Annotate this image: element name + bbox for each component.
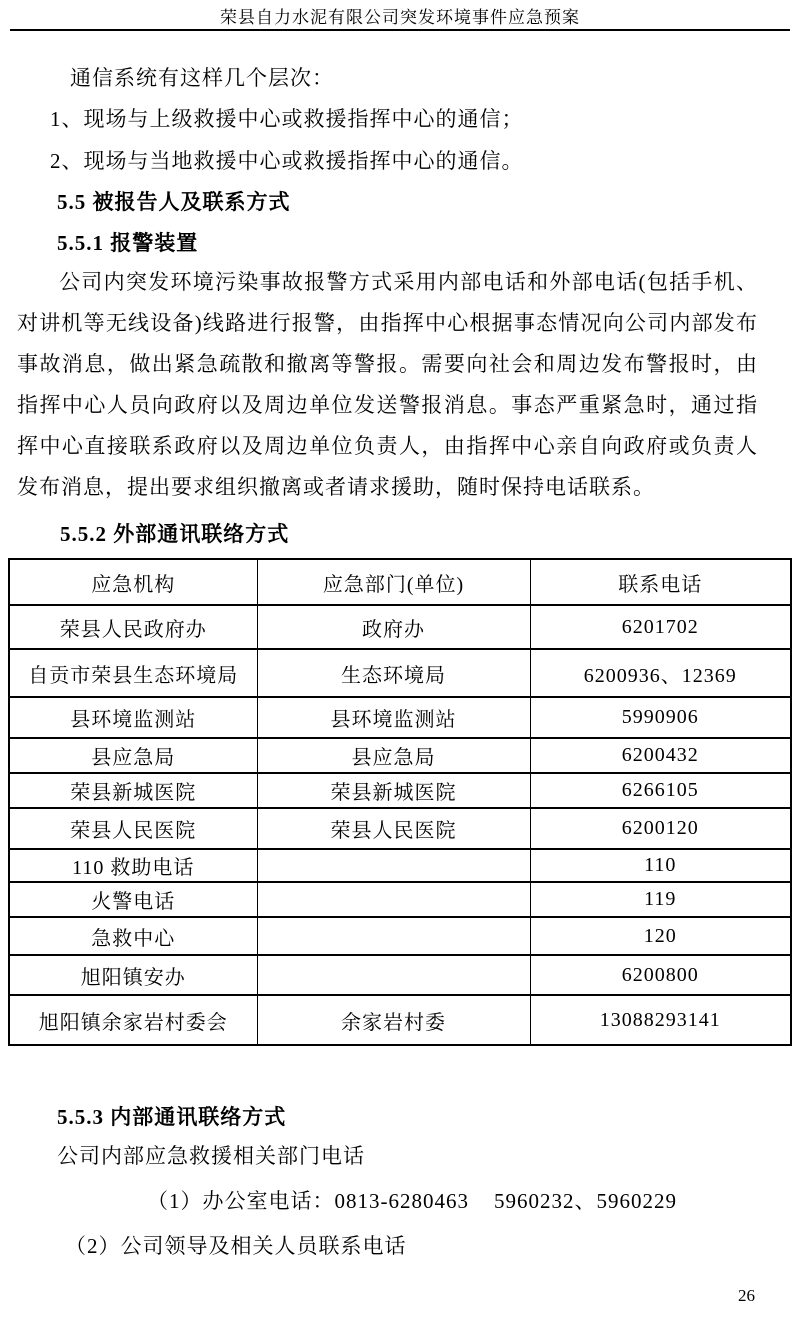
table-cell: 自贡市荣县生态环境局 bbox=[9, 649, 257, 697]
paragraph-internal-intro: 公司内部应急救援相关部门电话 bbox=[57, 1144, 365, 1168]
section-heading-5-5: 5.5 被报告人及联系方式 bbox=[57, 190, 291, 214]
table-cell bbox=[257, 849, 530, 882]
paragraph-alarm-device: 公司内突发环境污染事故报警方式采用内部电话和外部电话(包括手机、对讲机等无线设备)线路进行报警，由指挥中心根据事态情况向公司内部发布事故消息，做出紧急疏散和撤离等警报。需要向社会和周边发布警报时，由指挥中心人员向政府以及周边单位发送警报消息。事态严重紧急时，通过指挥中心直接联系政府以及周边单位负责人，由指挥中心亲自向政府或负责人发布消息，提出要求组织撤离或者请求援助，随时保持电话联系。 bbox=[17, 270, 758, 499]
table-cell: 6201702 bbox=[530, 605, 791, 649]
header-rule bbox=[10, 29, 790, 31]
table-cell: 120 bbox=[530, 917, 791, 955]
table-cell: 县应急局 bbox=[9, 738, 257, 773]
table-header-row bbox=[9, 559, 791, 605]
table-cell bbox=[257, 917, 530, 955]
table-cell: 县应急局 bbox=[257, 738, 530, 773]
table-cell: 荣县人民医院 bbox=[257, 808, 530, 849]
contact-table-head bbox=[9, 559, 791, 605]
table-row bbox=[9, 917, 791, 955]
table-cell: 荣县人民政府办 bbox=[9, 605, 257, 649]
table-cell: 荣县新城医院 bbox=[257, 773, 530, 808]
table-header-cell: 应急机构 bbox=[9, 559, 257, 605]
table-cell: 5990906 bbox=[530, 697, 791, 738]
list-item: 2、现场与当地救援中心或救援指挥中心的通信。 bbox=[50, 149, 524, 173]
table-cell: 荣县新城医院 bbox=[9, 773, 257, 808]
table-row bbox=[9, 697, 791, 738]
table-cell: 政府办 bbox=[257, 605, 530, 649]
table-cell: 6200800 bbox=[530, 955, 791, 995]
table-cell: 余家岩村委 bbox=[257, 995, 530, 1045]
table-cell: 县环境监测站 bbox=[257, 697, 530, 738]
contact-table bbox=[8, 558, 792, 1046]
table-cell: 旭阳镇安办 bbox=[9, 955, 257, 995]
table-cell: 6200936、12369 bbox=[530, 649, 791, 697]
table-cell: 生态环境局 bbox=[257, 649, 530, 697]
page-number: 26 bbox=[738, 1286, 755, 1305]
table-cell: 119 bbox=[530, 882, 791, 917]
table-cell: 荣县人民医院 bbox=[9, 808, 257, 849]
table-cell: 6266105 bbox=[530, 773, 791, 808]
table-cell: 县环境监测站 bbox=[9, 697, 257, 738]
table-cell: 110 bbox=[530, 849, 791, 882]
list-item: 1、现场与上级救援中心或救援指挥中心的通信； bbox=[50, 107, 524, 131]
table-cell: 6200432 bbox=[530, 738, 791, 773]
table-cell: 急救中心 bbox=[9, 917, 257, 955]
table-cell: 13088293141 bbox=[530, 995, 791, 1045]
table-row bbox=[9, 955, 791, 995]
table-row bbox=[9, 882, 791, 917]
table-row bbox=[9, 773, 791, 808]
table-cell bbox=[257, 882, 530, 917]
section-heading-5-5-1: 5.5.1 报警装置 bbox=[57, 231, 199, 255]
section-heading-5-5-2: 5.5.2 外部通讯联络方式 bbox=[60, 522, 290, 546]
table-row bbox=[9, 605, 791, 649]
table-cell: 旭阳镇余家岩村委会 bbox=[9, 995, 257, 1045]
table-row bbox=[9, 849, 791, 882]
table-cell: 110 救助电话 bbox=[9, 849, 257, 882]
leader-phone-line: （2）公司领导及相关人员联系电话 bbox=[65, 1234, 407, 1258]
table-cell: 火警电话 bbox=[9, 882, 257, 917]
section-heading-5-5-3: 5.5.3 内部通讯联络方式 bbox=[57, 1105, 287, 1129]
table-row bbox=[9, 738, 791, 773]
table-cell: 6200120 bbox=[530, 808, 791, 849]
contact-table-body bbox=[9, 605, 791, 1045]
document-header-title: 荣县自力水泥有限公司突发环境事件应急预案 bbox=[220, 8, 580, 27]
table-cell bbox=[257, 955, 530, 995]
table-row bbox=[9, 649, 791, 697]
table-header-cell: 应急部门(单位) bbox=[257, 559, 530, 605]
office-phone-line: （1）办公室电话：0813-6280463 5960232、5960229 bbox=[147, 1189, 677, 1213]
intro-line: 通信系统有这样几个层次： bbox=[70, 66, 334, 90]
table-row bbox=[9, 995, 791, 1045]
table-header-cell: 联系电话 bbox=[530, 559, 791, 605]
table-row bbox=[9, 808, 791, 849]
